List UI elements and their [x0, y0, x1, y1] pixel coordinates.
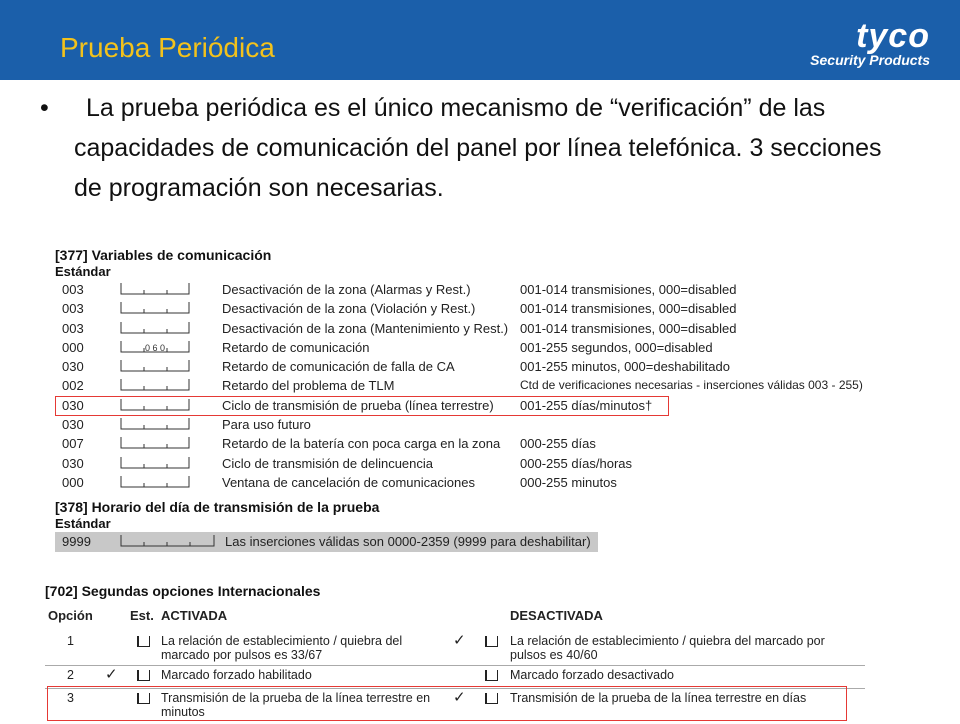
- section-702: [45, 582, 915, 724]
- default-check-icon: ✓: [105, 666, 118, 683]
- entry-boxes: [120, 535, 215, 547]
- deactivated-text: La relación de establecimiento / quiebra del marcado por pulsos es 40/60: [510, 634, 825, 662]
- default-value: 003: [62, 282, 84, 297]
- default-value: 007: [62, 436, 84, 452]
- variable-range: 000-255 días/horas: [520, 455, 633, 471]
- default-value: 030: [62, 359, 84, 375]
- default-value: 000: [62, 339, 84, 355]
- entry-boxes: [120, 360, 190, 372]
- table-row: [55, 299, 845, 318]
- option-row: [45, 689, 865, 723]
- default-value: 030: [62, 455, 84, 471]
- table-row: [55, 319, 845, 338]
- variable-range: 001-014 transmisiones, 000=disabled: [520, 320, 737, 336]
- default-value: 003: [62, 301, 84, 317]
- entry-boxes: [120, 341, 190, 353]
- table-row: [55, 415, 845, 434]
- section-377-table: [55, 280, 863, 492]
- deactivated-checkbox: [485, 670, 498, 681]
- section-702-title: [702] Segundas opciones Internacionales: [45, 583, 321, 599]
- section-378: [55, 498, 615, 552]
- activated-text: Transmisión de la prueba de la línea terrestre en minutos: [161, 691, 431, 719]
- default-value: 000: [62, 474, 84, 490]
- variable-range: 000-255 minutos: [520, 474, 617, 490]
- table-row: [55, 434, 845, 453]
- variable-description: Desactivación de la zona (Alarmas y Rest.): [222, 282, 471, 297]
- entry-boxes: [120, 379, 190, 391]
- entry-boxes: [120, 302, 190, 314]
- entry-boxes: [120, 418, 190, 430]
- table-row: [55, 338, 845, 357]
- variable-description: Ciclo de transmisión de delincuencia: [222, 455, 434, 471]
- variable-description: Desactivación de la zona (Violación y Rest.): [222, 301, 476, 317]
- default-check-icon: ✓: [453, 689, 466, 706]
- header-default: Est.: [130, 608, 154, 623]
- default-value: 003: [62, 320, 84, 336]
- options-table: [45, 632, 915, 724]
- option-number: 3: [67, 691, 74, 705]
- variable-range: Ctd de verificaciones necesarias - inserciones válidas 003 - 255): [520, 378, 863, 393]
- bullet-paragraph: [40, 88, 900, 208]
- table-row: [55, 280, 845, 299]
- variable-description: Ventana de cancelación de comunicaciones: [222, 474, 475, 490]
- header-option: Opción: [48, 608, 93, 623]
- deactivated-checkbox: [485, 636, 498, 647]
- section-378-title: [378] Horario del día de transmisión de la prueba: [55, 499, 380, 515]
- highlight-box: [47, 686, 847, 721]
- option-row: [45, 632, 865, 664]
- variable-description: Retardo de comunicación de falla de CA: [222, 359, 455, 375]
- option-number: 2: [67, 668, 74, 682]
- variable-description: Retardo del problema de TLM: [222, 378, 395, 394]
- variable-description: Para uso futuro: [222, 417, 311, 433]
- variable-description: Retardo de comunicación: [222, 339, 370, 355]
- variable-range: 001-014 transmisiones, 000=disabled: [520, 301, 737, 317]
- table-row: [55, 473, 845, 492]
- default-check-icon: ✓: [453, 632, 466, 649]
- table-row: [55, 454, 845, 473]
- entry-boxes: [120, 322, 190, 334]
- variable-description: Desactivación de la zona (Mantenimiento y Rest.): [222, 320, 509, 336]
- section-377: [55, 246, 863, 492]
- variable-range: 001-014 transmisiones, 000=disabled: [520, 282, 737, 297]
- entry-boxes: [120, 457, 190, 469]
- option-row: [45, 666, 865, 687]
- default-label: Estándar: [55, 264, 111, 279]
- highlight-box: [55, 396, 669, 416]
- default-label: Estándar: [55, 516, 111, 531]
- section-378-row: [55, 532, 598, 552]
- options-header-row: [45, 608, 915, 632]
- variable-range: 000-255 días: [520, 436, 596, 452]
- header-deactivated: DESACTIVADA: [510, 608, 603, 623]
- activated-text: Marcado forzado habilitado: [161, 668, 312, 682]
- default-value: 9999: [62, 534, 91, 549]
- variable-range: 001-255 minutos, 000=deshabilitado: [520, 359, 730, 375]
- deactivated-text: Transmisión de la prueba de la línea terrestre en días: [510, 691, 807, 705]
- activated-checkbox: [137, 636, 150, 647]
- variable-description: Retardo de la batería con poca carga en la zona: [222, 436, 501, 452]
- table-row: [55, 357, 845, 376]
- deactivated-text: Marcado forzado desactivado: [510, 668, 674, 682]
- activated-text: La relación de establecimiento / quiebra del marcado por pulsos es 33/67: [161, 634, 403, 662]
- table-row: [55, 396, 845, 415]
- bullet-marker: •: [40, 94, 49, 122]
- entry-boxes: [120, 437, 190, 449]
- header-bar: [0, 0, 960, 80]
- logo-subtitle: Security Products: [810, 52, 930, 68]
- entry-boxes: [120, 283, 190, 295]
- default-value: 030: [62, 397, 84, 413]
- variable-range: 001-255 días/minutos†: [520, 397, 653, 413]
- activated-checkbox: [137, 670, 150, 681]
- bullet-text: La prueba periódica es el único mecanismo de “verificación” de las capacidades de comunicación del panel por línea telefónica. 3 secciones de programación son necesarias.: [74, 94, 882, 202]
- valid-entries-text: Las inserciones válidas son 0000-2359 (9999 para deshabilitar): [225, 534, 591, 549]
- tyco-logo: [810, 17, 930, 68]
- variable-description: Ciclo de transmisión de prueba (línea terrestre): [222, 397, 494, 413]
- slide-title: Prueba Periódica: [60, 32, 275, 63]
- default-value: 002: [62, 378, 84, 394]
- header-activated: ACTIVADA: [161, 608, 228, 623]
- entry-boxes: [120, 476, 190, 488]
- default-value: 030: [62, 417, 84, 433]
- variable-range: 001-255 segundos, 000=disabled: [520, 339, 713, 355]
- table-row: [55, 376, 863, 395]
- logo-word: tyco: [856, 17, 930, 55]
- option-number: 1: [67, 634, 74, 648]
- section-377-title: [377] Variables de comunicación: [55, 247, 272, 263]
- entry-box-digits: 0 6 0: [144, 342, 166, 353]
